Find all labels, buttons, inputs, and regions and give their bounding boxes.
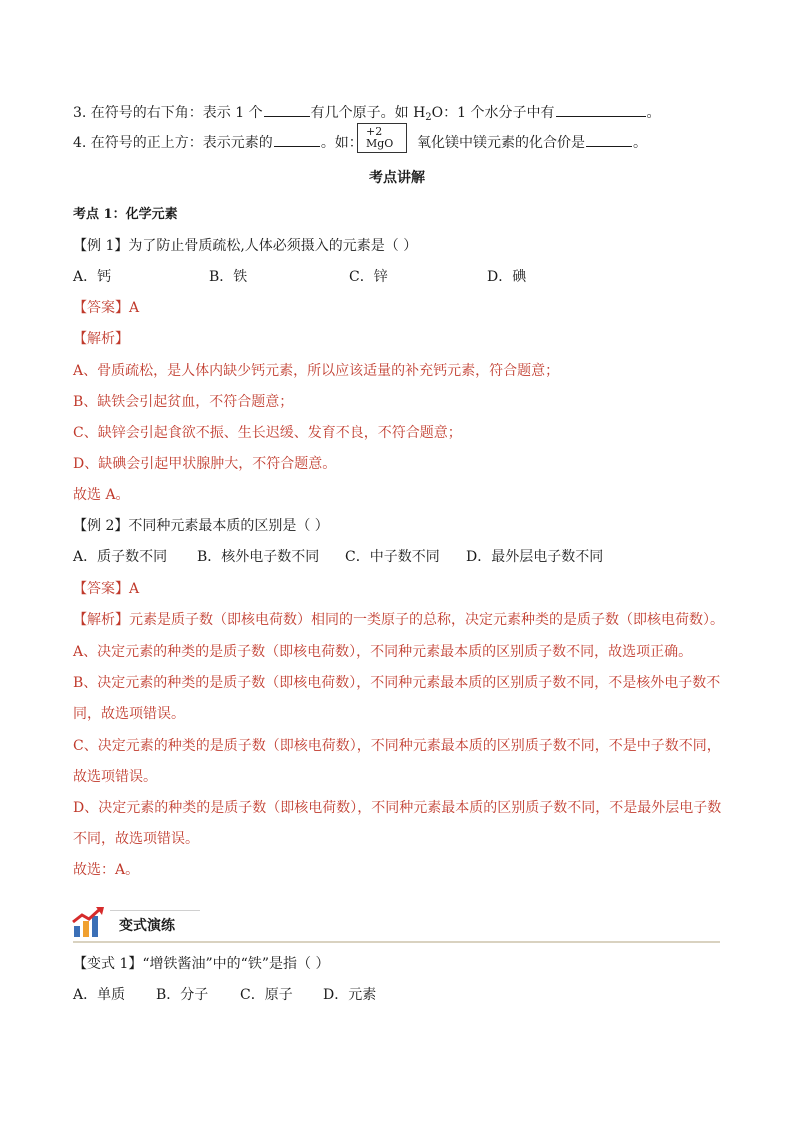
practice-banner-title: 变式演练 [119, 918, 175, 934]
example-2-analysis-first: 【解析】元素是质子数（即核电荷数）相同的一类原子的总称，决定元素种类的是质子数（即核电荷数）。 [73, 612, 724, 628]
blank [556, 102, 646, 117]
section-title: 考点讲解 [369, 170, 425, 186]
analysis-line: B、决定元素的种类的是质子数（即核电荷数），不同种元素最本质的区别质子数不同，不是核外电子数不 [73, 675, 721, 691]
kaodian-heading: 考点 1：化学元素 [73, 207, 178, 222]
analysis-line: A、骨质疏松，是人体内缺少钙元素，所以应该适量的补充钙元素，符合题意； [73, 363, 560, 379]
example-2-options: A．质子数不同 B．核外电子数不同 C．中子数不同 D．最外层电子数不同 [73, 549, 604, 565]
fill-line-4: 4. 在符号的正上方：表示元素的 。如： [73, 132, 363, 153]
fill-line-4-rest: 氧化镁中镁元素的化合价是 。 [417, 132, 647, 153]
blank [586, 132, 632, 147]
example-1-options: A．钙 B．铁 C．锌 D．碘 [73, 269, 527, 285]
chart-trend-icon [72, 906, 106, 938]
analysis-line: 不同，故选项错误。 [73, 831, 199, 847]
analysis-line: D、决定元素的种类的是质子数（即核电荷数），不同种元素最本质的区别质子数不同，不是最外层电子数 [73, 800, 722, 816]
analysis-line: 同，故选项错误。 [73, 706, 185, 722]
fill-line-3: 3. 在符号的右下角：表示 1 个 有几个原子。如 $H_2O$：1 个水分子中有 。 [73, 102, 661, 128]
variant-1-question: 【变式 1】“增铁酱油”中的“铁”是指（ ） [73, 956, 330, 972]
example-1-question: 【例 1】为了防止骨质疏松,人体必须摄入的元素是（ ） [73, 238, 418, 254]
analysis-line: A、决定元素的种类的是质子数（即核电荷数），不同种元素最本质的区别质子数不同，故选项正确。 [73, 644, 693, 660]
valence-box: +2 MgO [357, 123, 407, 153]
blank [274, 132, 320, 147]
banner-divider-top [110, 910, 200, 911]
analysis-line: 故选项错误。 [73, 769, 157, 785]
analysis-line: C、缺锌会引起食欲不振、生长迟缓、发育不良，不符合题意； [73, 425, 462, 441]
example-1-answer: 【答案】A [73, 300, 140, 316]
analysis-line: B、缺铁会引起贫血，不符合题意； [73, 394, 294, 410]
variant-1-options: A．单质 B．分子 C．原子 D．元素 [73, 987, 377, 1003]
example-2-answer: 【答案】A [73, 581, 140, 597]
example-1-analysis-tag: 【解析】 [73, 331, 129, 347]
analysis-line: C、决定元素的种类的是质子数（即核电荷数），不同种元素最本质的区别质子数不同，不是中子数不同， [73, 738, 721, 754]
example-1-conclusion: 故选 A。 [73, 487, 130, 503]
example-2-conclusion: 故选：A。 [73, 862, 140, 878]
example-2-question: 【例 2】不同种元素最本质的区别是（ ） [73, 518, 329, 534]
blank [264, 102, 310, 117]
banner-divider [73, 941, 720, 943]
analysis-line: D、缺碘会引起甲状腺肿大，不符合题意。 [73, 456, 337, 472]
